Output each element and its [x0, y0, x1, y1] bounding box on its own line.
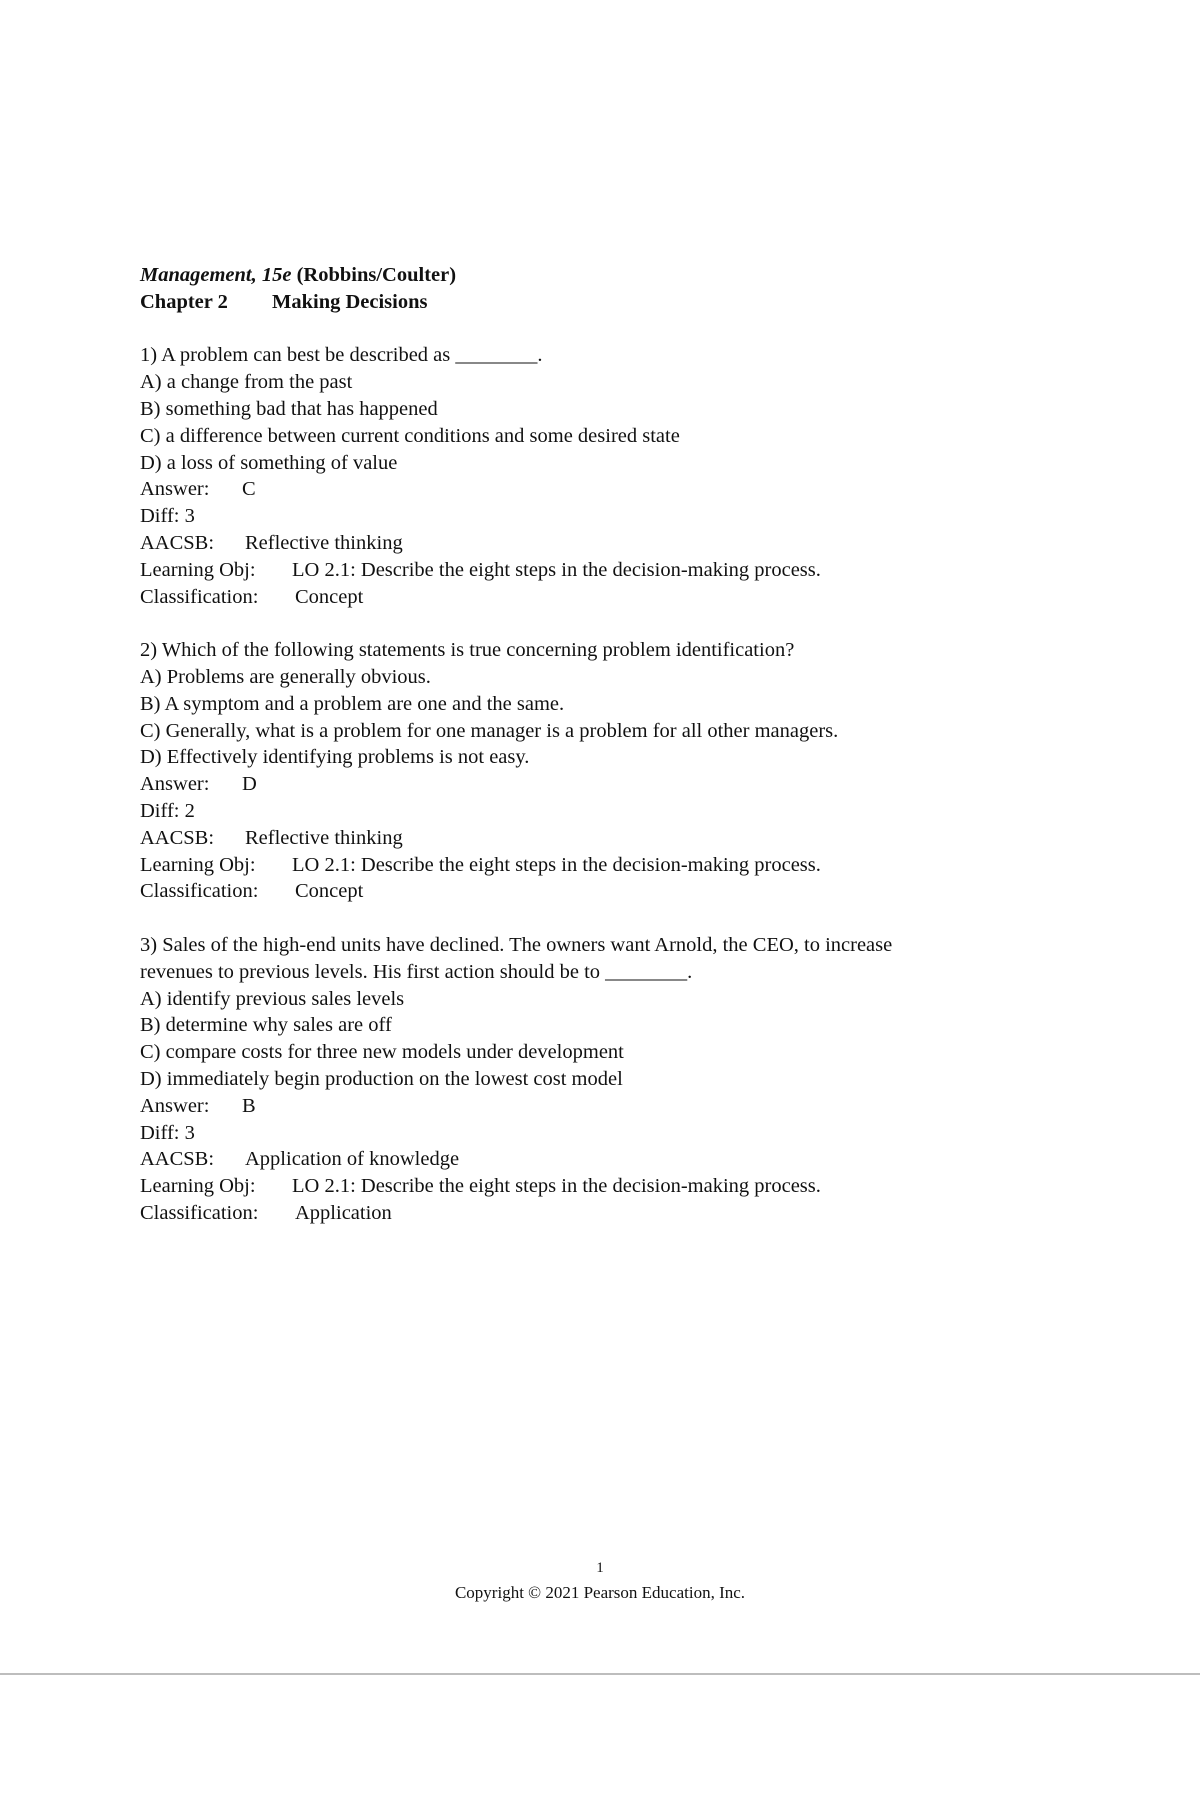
learning-objective-value: LO 2.1: Describe the eight steps in the decision-making process.	[292, 1175, 821, 1198]
aacsb-value: Application of knowledge	[245, 1148, 460, 1171]
answer-value: C	[242, 478, 256, 501]
aacsb-value: Reflective thinking	[245, 531, 403, 554]
answer-label: Answer:	[140, 478, 210, 501]
chapter-heading	[140, 289, 1040, 316]
question-3	[140, 932, 1040, 1227]
page-number: 1	[596, 1560, 604, 1576]
learning-objective-label: Learning Obj:	[140, 1175, 256, 1198]
difficulty-line: Diff: 2	[140, 799, 195, 822]
answer-value: D	[242, 773, 257, 796]
classification-line	[140, 878, 1040, 905]
classification-value: Concept	[295, 585, 364, 608]
classification-label: Classification:	[140, 880, 259, 903]
aacsb-label: AACSB:	[140, 531, 215, 554]
page-content	[140, 262, 1040, 1227]
aacsb-value: Reflective thinking	[245, 826, 403, 849]
answer-line	[140, 476, 1040, 503]
classification-label: Classification:	[140, 585, 259, 608]
answer-option-b: B) A symptom and a problem are one and the same.	[140, 692, 565, 715]
chapter-title: Making Decisions	[272, 290, 428, 313]
learning-objective-label: Learning Obj:	[140, 558, 256, 581]
answer-option-c: C) a difference between current conditions and some desired state	[140, 424, 680, 447]
answer-option-d: D) immediately begin production on the lowest cost model	[140, 1067, 623, 1090]
answer-option-b: B) something bad that has happened	[140, 397, 438, 420]
question-stem: 3) Sales of the high-end units have declined. The owners want Arnold, the CEO, to increase	[140, 933, 893, 956]
answer-option-d: D) a loss of something of value	[140, 451, 398, 474]
aacsb-label: AACSB:	[140, 1148, 215, 1171]
book-authors: (Robbins/Coulter)	[291, 264, 457, 286]
learning-objective-line	[140, 1173, 1040, 1200]
classification-line	[140, 584, 1040, 611]
answer-line	[140, 771, 1040, 798]
learning-objective-line	[140, 557, 1040, 584]
classification-line	[140, 1200, 1040, 1227]
learning-objective-label: Learning Obj:	[140, 853, 256, 876]
classification-label: Classification:	[140, 1201, 259, 1224]
book-title-line	[140, 262, 1040, 289]
difficulty-line: Diff: 3	[140, 1121, 195, 1144]
difficulty-line: Diff: 3	[140, 505, 195, 528]
copyright-notice: Copyright © 2021 Pearson Education, Inc.	[454, 1583, 746, 1602]
question-stem: 2) Which of the following statements is true concerning problem identification?	[140, 639, 795, 662]
answer-option-a: A) a change from the past	[140, 371, 353, 394]
aacsb-line	[140, 530, 1040, 557]
question-2	[140, 637, 1040, 905]
book-title: Management, 15e	[140, 264, 292, 286]
question-stem: 1) A problem can best be described as ________.	[140, 344, 543, 367]
answer-option-b: B) determine why sales are off	[140, 1014, 392, 1037]
answer-option-d: D) Effectively identifying problems is not easy.	[140, 746, 530, 769]
answer-option-c: C) Generally, what is a problem for one manager is a problem for all other managers.	[140, 719, 839, 742]
answer-label: Answer:	[140, 1094, 210, 1117]
learning-objective-value: LO 2.1: Describe the eight steps in the decision-making process.	[292, 558, 821, 581]
page-divider	[0, 1673, 1200, 1675]
answer-label: Answer:	[140, 773, 210, 796]
question-1	[140, 342, 1040, 610]
aacsb-line	[140, 825, 1040, 852]
chapter-label: Chapter 2	[140, 290, 228, 313]
answer-option-c: C) compare costs for three new models under development	[140, 1041, 624, 1064]
answer-option-a: A) Problems are generally obvious.	[140, 665, 431, 688]
answer-line	[140, 1093, 1040, 1120]
aacsb-label: AACSB:	[140, 826, 215, 849]
learning-objective-value: LO 2.1: Describe the eight steps in the decision-making process.	[292, 853, 821, 876]
classification-value: Application	[295, 1201, 392, 1224]
aacsb-line	[140, 1146, 1040, 1173]
question-stem-continued: revenues to previous levels. His first action should be to ________.	[140, 960, 693, 983]
classification-value: Concept	[295, 880, 364, 903]
learning-objective-line	[140, 852, 1040, 879]
answer-option-a: A) identify previous sales levels	[140, 987, 405, 1010]
answer-value: B	[242, 1094, 256, 1117]
